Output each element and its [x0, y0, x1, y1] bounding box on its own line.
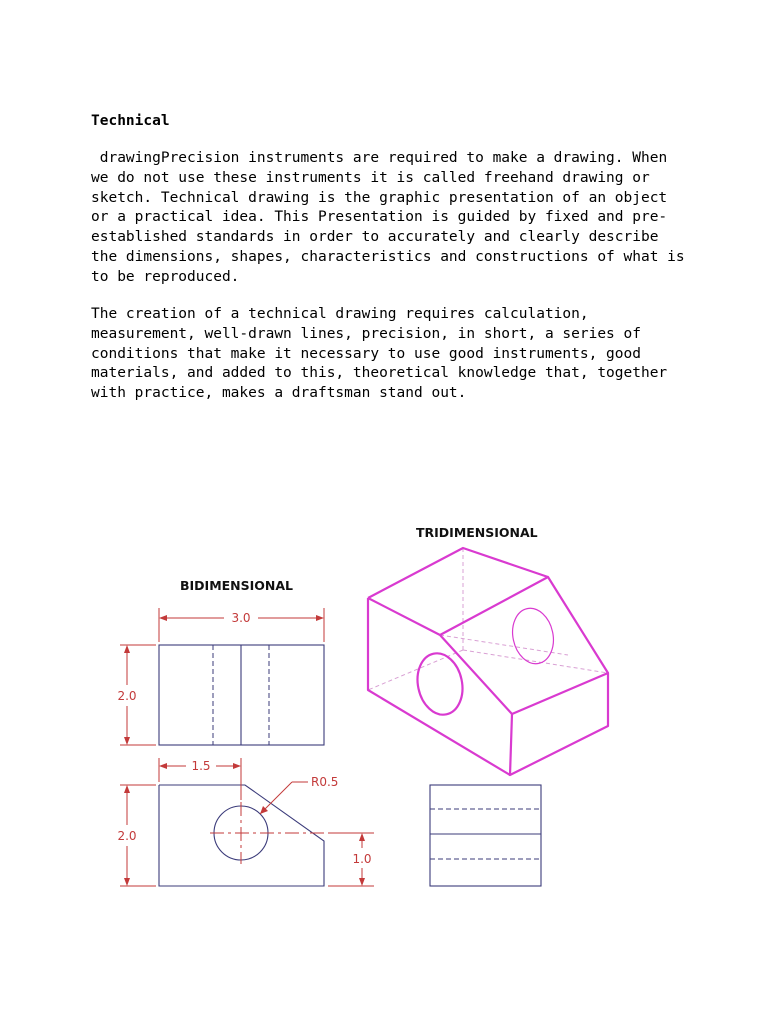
dim-text-front-height: 2.0: [117, 829, 137, 843]
isometric-view: [368, 548, 608, 775]
dim-text-front-width: 1.5: [191, 759, 211, 773]
technical-drawing-figure: [100, 510, 640, 900]
dimension-front-width: [159, 758, 241, 800]
label-bidimensional: BIDIMENSIONAL: [180, 578, 294, 593]
top-view: [159, 645, 324, 745]
dimension-top-width: [159, 608, 324, 642]
label-tridimensional: TRIDIMENSIONAL: [416, 525, 538, 540]
paragraph-intro: drawingPrecision instruments are required to make a drawing. When we do not use these instruments it is called freehand drawing or sketch. Technical drawing is the graphic presentation of an object or a practical idea. This Presentation is guided by fixed and pre-established standards in order to accurately and clearly describe the dimensions, shapes, characteristics and constructions of what is to be reproduced.: [91, 150, 694, 285]
dim-text-step-height: 1.0: [352, 852, 372, 866]
front-view: [159, 785, 325, 886]
document-title: Technical: [91, 113, 170, 129]
side-view-outline: [430, 785, 541, 886]
dim-text-radius: R0.5: [311, 775, 339, 789]
dimension-top-height: [117, 645, 156, 745]
paragraph-creation: The creation of a technical drawing requires calculation, measurement, well-drawn lines, precision, in short, a series of conditions that make it necessary to use good instruments, good materials, and added to this, theoretical knowledge that, together with practice, makes a draftsman stand out.: [91, 306, 676, 402]
dimension-front-height: [117, 785, 156, 886]
drawing-svg: [100, 510, 640, 900]
dimension-radius: [260, 775, 338, 814]
side-view: [430, 785, 541, 886]
dimension-step-height: [328, 833, 374, 886]
dim-text-top-height: 2.0: [117, 689, 137, 703]
dim-text-top-width: 3.0: [231, 611, 251, 625]
